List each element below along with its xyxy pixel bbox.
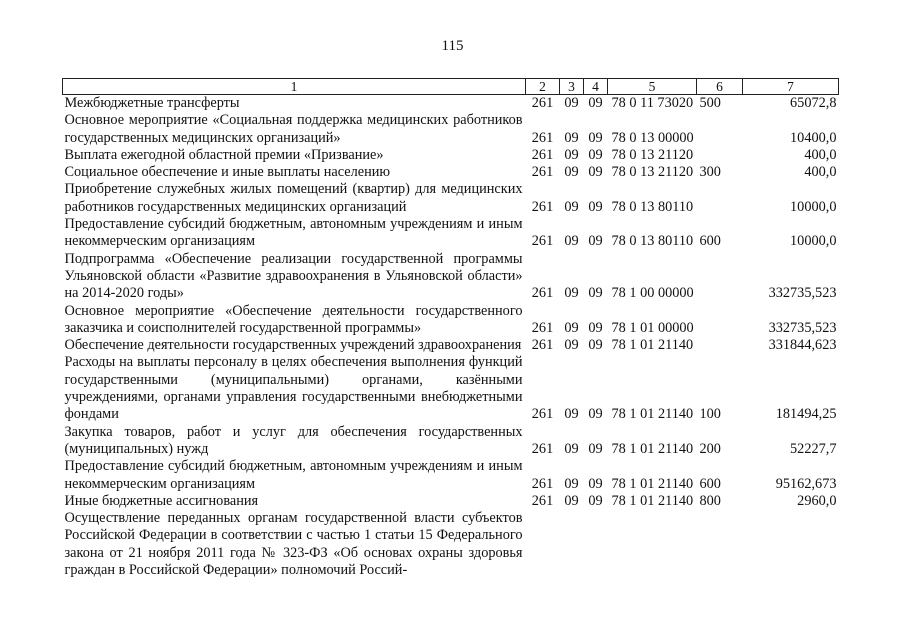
row-code-2 (526, 510, 560, 579)
row-name: Расходы на выплаты персоналу в целях обеспечения выполнения функций государственными (муниципальными) органами, казёнными учреждениями, органами управления государственными внебюджетными фондами (64, 354, 523, 423)
table-row (63, 251, 839, 303)
row-amount: 52227,7 (790, 440, 837, 457)
row-code-3: 09 (564, 233, 579, 250)
table-row (63, 354, 839, 423)
row-code-4: 09 (588, 146, 603, 163)
row-amount: 10000,0 (790, 198, 837, 215)
row-code-6: 500 (699, 95, 721, 111)
row-amount (743, 510, 839, 579)
row-name: Выплата ежегодной областной премии «Призвание» (64, 146, 384, 163)
header-col-7: 7 (743, 79, 839, 95)
row-code-4: 09 (588, 492, 603, 509)
row-code-4: 09 (588, 440, 603, 457)
row-code-6: 200 (699, 440, 721, 457)
row-code-4: 09 (588, 198, 603, 215)
row-name: Подпрограмма «Обеспечение реализации государственной программы Ульяновской области «Развитие здравоохранения в Ульяновской области» на 2014-2020 годы» (64, 250, 523, 302)
row-code-6 (697, 251, 743, 303)
row-code-2: 261 (531, 95, 554, 111)
table-row (63, 424, 839, 459)
table-row (63, 458, 839, 493)
budget-table (62, 78, 839, 579)
row-code-6 (697, 181, 743, 216)
row-amount: 331844,623 (768, 337, 837, 354)
row-amount: 332735,523 (768, 285, 837, 302)
row-code-4: 09 (588, 129, 603, 146)
page-number: 115 (441, 38, 464, 54)
table-header (63, 79, 839, 95)
header-col-3: 3 (560, 79, 584, 95)
table-row (63, 95, 839, 113)
row-amount: 181494,25 (775, 406, 837, 423)
row-name: Основное мероприятие «Обеспечение деятельности государственного заказчика и соисполнителей государственной программы» (64, 302, 523, 336)
row-amount: 10000,0 (790, 233, 837, 250)
table-row (63, 510, 839, 579)
row-code-2: 261 (531, 337, 554, 354)
table-row (63, 493, 839, 510)
table-row (63, 112, 839, 147)
row-code-3 (560, 510, 584, 579)
row-code-3: 09 (564, 319, 579, 336)
row-code-6 (697, 112, 743, 147)
row-code-3: 09 (564, 406, 579, 423)
row-code-5: 78 1 00 00000 (611, 285, 694, 302)
table-row (63, 337, 839, 354)
row-code-6: 300 (699, 164, 721, 181)
row-code-3: 09 (564, 164, 579, 181)
row-code-2: 261 (531, 319, 554, 336)
row-code-3: 09 (564, 95, 579, 111)
row-code-2: 261 (531, 285, 554, 302)
table-row (63, 303, 839, 338)
row-name: Приобретение служебных жилых помещений (квартир) для медицинских работников государственных медицинских организаций (64, 181, 523, 215)
row-code-5: 78 1 01 00000 (611, 319, 694, 336)
row-code-2: 261 (531, 164, 554, 181)
row-code-3: 09 (564, 475, 579, 492)
row-code-5: 78 0 13 00000 (611, 129, 694, 146)
row-code-2: 261 (531, 475, 554, 492)
table-row (63, 181, 839, 216)
header-row (63, 79, 839, 95)
header-col-1: 1 (63, 79, 526, 95)
row-code-4: 09 (588, 337, 603, 354)
row-amount: 400,0 (804, 164, 837, 181)
row-code-3: 09 (564, 285, 579, 302)
row-name: Межбюджетные трансферты (64, 95, 240, 111)
row-code-5: 78 1 01 21140 (611, 492, 694, 509)
row-amount: 95162,673 (775, 475, 837, 492)
row-code-5: 78 0 13 80110 (611, 198, 694, 215)
row-code-4: 09 (588, 285, 603, 302)
row-code-4 (584, 510, 608, 579)
row-code-5: 78 1 01 21140 (611, 406, 694, 423)
row-amount: 332735,523 (768, 319, 837, 336)
row-code-5: 78 0 11 73020 (611, 95, 694, 111)
row-code-5: 78 1 01 21140 (611, 475, 694, 492)
row-name: Социальное обеспечение и иные выплаты населению (64, 164, 391, 181)
row-code-6 (697, 337, 743, 354)
row-name: Иные бюджетные ассигнования (64, 492, 259, 509)
row-code-2: 261 (531, 440, 554, 457)
row-code-3: 09 (564, 129, 579, 146)
row-name: Обеспечение деятельности государственных учреждений здравоохранения (64, 337, 522, 354)
row-code-6 (697, 510, 743, 579)
row-amount: 65072,8 (790, 95, 837, 111)
row-amount: 400,0 (804, 146, 837, 163)
row-code-4: 09 (588, 233, 603, 250)
row-code-2: 261 (531, 492, 554, 509)
row-code-3: 09 (564, 337, 579, 354)
row-code-2: 261 (531, 406, 554, 423)
row-code-3: 09 (564, 440, 579, 457)
row-code-4: 09 (588, 95, 603, 111)
row-code-6 (697, 147, 743, 164)
row-code-2: 261 (531, 146, 554, 163)
row-code-4: 09 (588, 475, 603, 492)
row-code-5: 78 1 01 21140 (611, 337, 694, 354)
row-amount: 2960,0 (797, 492, 837, 509)
row-code-4: 09 (588, 319, 603, 336)
row-code-3: 09 (564, 198, 579, 215)
row-code-5: 78 0 13 21120 (611, 146, 694, 163)
row-code-2: 261 (531, 198, 554, 215)
row-name: Предоставление субсидий бюджетным, автономным учреждениям и иным некоммерческим организациям (64, 216, 523, 250)
row-code-5: 78 0 13 21120 (611, 164, 694, 181)
table-row (63, 147, 839, 164)
row-code-6: 600 (699, 475, 721, 492)
row-code-3: 09 (564, 146, 579, 163)
row-name: Основное мероприятие «Социальная поддержка медицинских работников государственных медицинских организаций» (64, 112, 523, 146)
row-code-4: 09 (588, 164, 603, 181)
row-code-5: 78 0 13 80110 (611, 233, 694, 250)
row-code-2: 261 (531, 233, 554, 250)
table-row (63, 164, 839, 181)
row-name: Предоставление субсидий бюджетным, автономным учреждениям и иным некоммерческим организациям (64, 458, 523, 492)
row-code-6: 800 (699, 492, 721, 509)
row-name: Закупка товаров, работ и услуг для обеспечения государственных (муниципальных) нужд (64, 423, 523, 457)
row-code-4: 09 (588, 406, 603, 423)
row-code-3: 09 (564, 492, 579, 509)
header-col-5: 5 (608, 79, 697, 95)
row-code-6: 100 (699, 406, 721, 423)
header-col-2: 2 (526, 79, 560, 95)
header-col-4: 4 (584, 79, 608, 95)
row-code-2: 261 (531, 129, 554, 146)
table-row (63, 216, 839, 251)
table-body (63, 95, 839, 580)
row-name: Осуществление переданных органам государственной власти субъектов Российской Федерации в соответствии с частью 1 статьи 15 Федерального закона от 21 ноября 2011 года № 323-ФЗ «Об основах охраны здоровья граждан в Российской Федерации» полномочий Россий- (64, 510, 523, 579)
header-col-6: 6 (697, 79, 743, 95)
row-amount: 10400,0 (790, 129, 837, 146)
row-code-6 (697, 303, 743, 338)
row-code-5 (608, 510, 697, 579)
row-code-6: 600 (699, 233, 721, 250)
row-code-5: 78 1 01 21140 (611, 440, 694, 457)
